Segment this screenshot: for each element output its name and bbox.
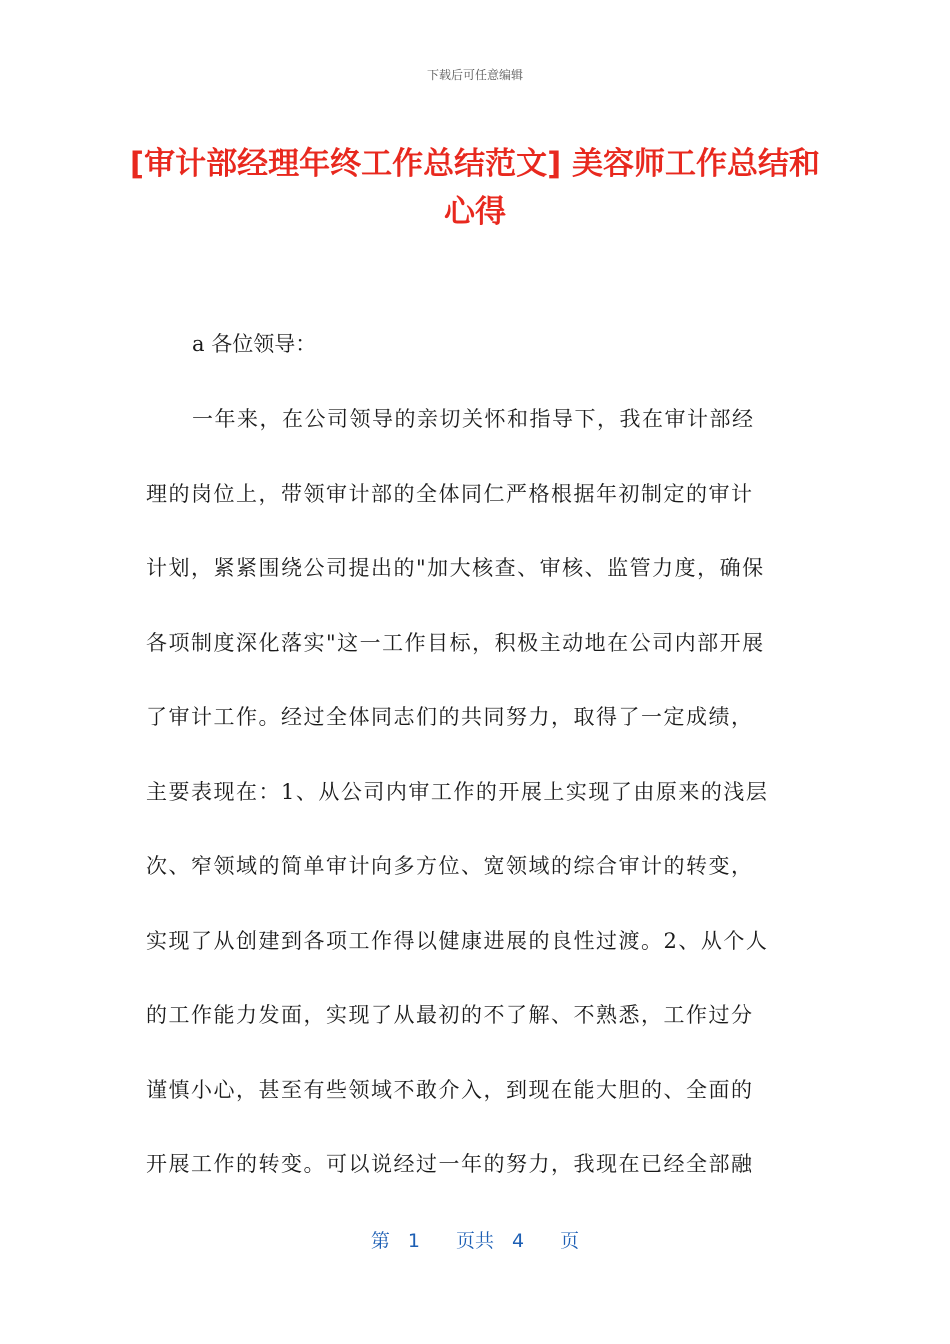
salutation: a 各位领导： [192,332,317,356]
page-total-number: 4 [512,1230,525,1252]
page-footer [0,1226,950,1253]
page-label-suffix: 页 [560,1230,580,1252]
body-line: 一年来，在公司领导的亲切关怀和指导下，我在审计部经 [192,407,755,431]
body-line: 实现了从创建到各项工作得以健康进展的良性过渡。2、从个人 [146,928,769,953]
page-label-prefix: 第 [370,1230,390,1252]
page-label-mid: 页共 [455,1230,494,1252]
body-line: 了审计工作。经过全体同志们的共同努力，取得了一定成绩， [146,705,754,729]
page-current-number: 1 [407,1230,420,1252]
body-line: 理的岗位上，带领审计部的全体同仁严格根据年初制定的审计 [146,481,754,506]
document-body [146,403,806,1223]
body-line: 谨慎小心，甚至有些领域不敢介入，到现在能大胆的、全面的 [146,1077,754,1102]
document-title: [审计部经理年终工作总结范文] 美容师工作总结和心得 [129,146,821,230]
header-note: 下载后可任意编辑 [426,68,523,82]
body-line: 次、窄领域的简单审计向多方位、宽领域的综合审计的转变， [146,854,754,878]
body-line: 计划，紧紧围绕公司提出的"加大核查、审核、监管力度，确保 [146,556,765,580]
body-line: 主要表现在：1、从公司内审工作的开展上实现了由原来的浅层 [146,779,769,804]
body-line: 各项制度深化落实"这一工作目标，积极主动地在公司内部开展 [146,630,765,655]
body-line: 开展工作的转变。可以说经过一年的努力，我现在已经全部融 [146,1152,754,1176]
body-line: 的工作能力发面，实现了从最初的不了解、不熟悉，工作过分 [146,1003,754,1027]
